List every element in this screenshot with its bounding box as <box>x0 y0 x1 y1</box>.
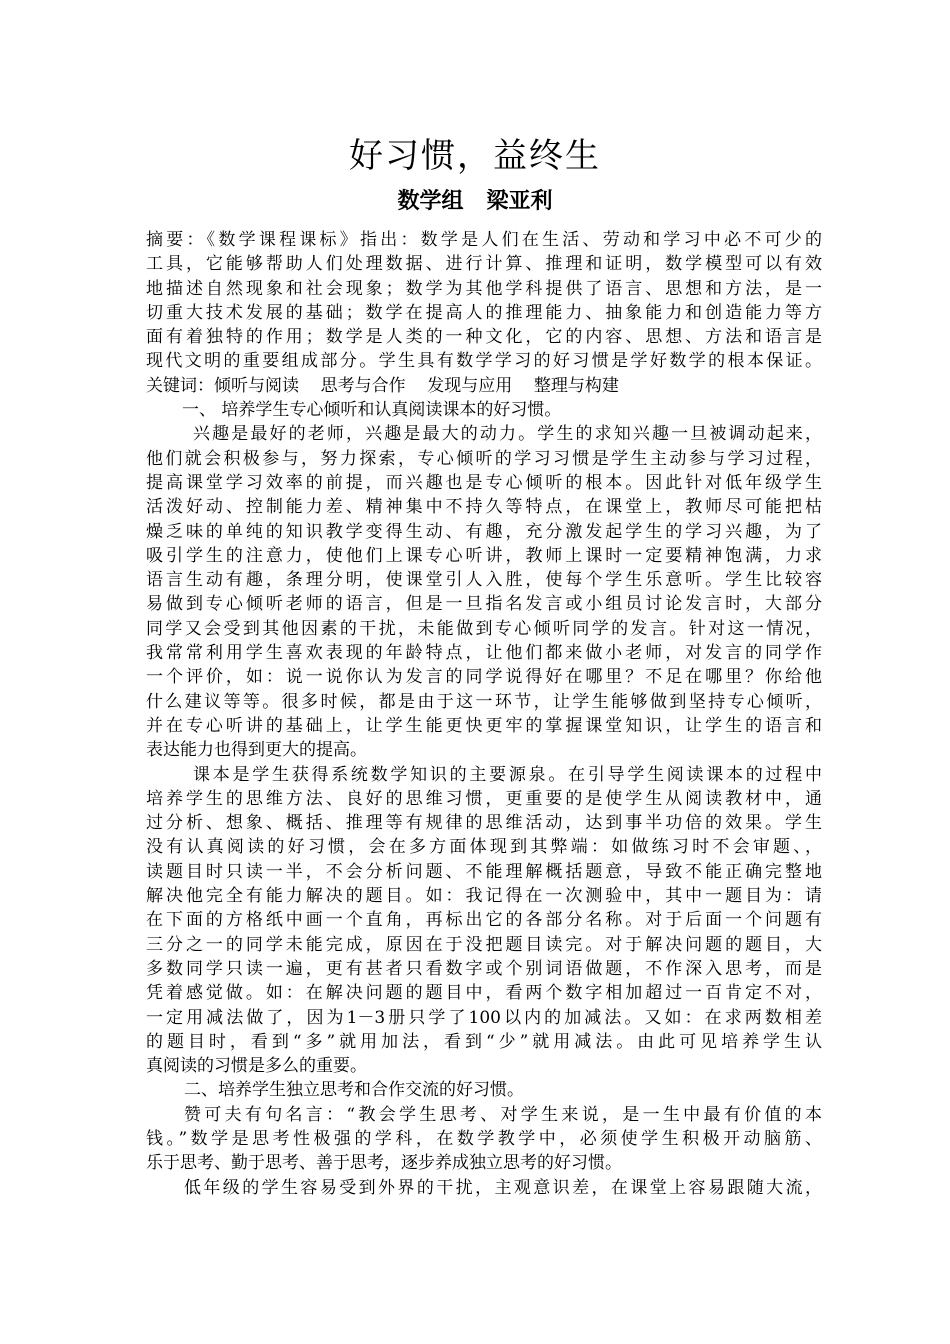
text-line: 表达能力也得到更大的提高。 <box>146 740 367 761</box>
text-line: 多数同学只读一遍，更有甚者只看数字或个别词语做题，不作深入思考，而是 <box>146 958 822 979</box>
text-line: 什么建议等等。很多时候，都是由于这一环节，让学生能够做到坚持专心倾听， <box>146 691 822 712</box>
text-line: 真阅读的习惯是多么的重要。 <box>146 1056 367 1077</box>
text-line: 解决他完全有能力解决的题目。如：我记得在一次测验中，其中一题目为：请 <box>146 886 822 907</box>
text-line: 一个评价，如：说一说你认为发言的同学说得好在哪里？不足在哪里？你给他 <box>146 667 822 688</box>
text-line: 燥乏味的单纯的知识教学变得生动、有趣，充分激发起学生的学习兴趣，为了 <box>146 521 822 542</box>
text-line: 低年级的学生容易受到外界的干扰，主观意识差，在课堂上容易跟随大流， <box>184 1177 822 1198</box>
text-line: 读题目时只读一半，不会分析问题、不能理解概括题意，导致不能正确完整地 <box>146 861 822 882</box>
text-line: 他们就会积极参与，努力探索，专心倾听的学习习惯是学生主动参与学习过程， <box>146 448 822 469</box>
text-line: 现代文明的重要组成部分。学生具有数学学习的好习惯是学好数学的根本保证。 <box>146 351 822 372</box>
text-line: 关键词：倾听与阅读 思考与合作 发现与应用 整理与构建 <box>146 375 619 396</box>
text-line: 面有着独特的作用；数学是人类的一种文化，它的内容、思想、方法和语言是 <box>146 327 822 348</box>
text-line: 兴趣是最好的老师，兴趣是最大的动力。学生的求知兴趣一旦被调动起来， <box>193 424 822 445</box>
text-line: 并在专心听讲的基础上，让学生能更快更牢的掌握课堂知识，让学生的语言和 <box>146 715 822 736</box>
text-line: 语言生动有趣，条理分明，使课堂引人入胜，使每个学生乐意听。学生比较容 <box>146 570 822 591</box>
text-line: 课本是学生获得系统数学知识的主要源泉。在引导学生阅读课本的过程中 <box>193 764 822 785</box>
text-line: 二、培养学生独立思考和合作交流的好习惯。 <box>184 1080 524 1101</box>
text-line: 我常常利用学生喜欢表现的年龄特点，让他们都来做小老师，对发言的同学作 <box>146 643 822 664</box>
text-line: 培养学生的思维方法、良好的思维习惯，更重要的是使学生从阅读教材中，通 <box>146 788 822 809</box>
text-line: 活泼好动、控制能力差、精神集中不持久等特点，在课堂上，教师尽可能把枯 <box>146 497 822 518</box>
text-line: 的题目时，看到“多”就用加法，看到“少”就用减法。由此可见培养学生认 <box>146 1031 822 1052</box>
article-body <box>146 228 822 1200</box>
text-line: 工具，它能够帮助人们处理数据、进行计算、推理和证明，数学模型可以有效 <box>146 254 822 275</box>
text-line: 过分析、想象、概括、推理等有规律的思维活动，达到事半功倍的效果。学生 <box>146 813 822 834</box>
text-line: 一、 培养学生专心倾听和认真阅读课本的好习惯。 <box>182 400 562 421</box>
text-line: 三分之一的同学未能完成，原因在于没把题目读完。对于解决问题的题目，大 <box>146 934 822 955</box>
page-title: 好习惯，益终生 <box>349 136 601 176</box>
author-line: 数学组 梁亚利 <box>397 189 553 214</box>
text-line: 切重大技术发展的基础；数学在提高人的推理能力、抽象能力和创造能力等方 <box>146 302 822 323</box>
text-line: 凭着感觉做。如：在解决问题的题目中，看两个数字相加超过一百肯定不对， <box>146 983 822 1004</box>
text-line: 提高课堂学习效率的前提，而兴趣也是专心倾听的根本。因此针对低年级学生 <box>146 472 822 493</box>
text-line: 摘要：《数学课程课标》指出：数学是人们在生活、劳动和学习中必不可少的 <box>146 230 822 250</box>
text-line: 吸引学生的注意力，使他们上课专心听讲，教师上课时一定要精神饱满，力求 <box>146 545 822 566</box>
text-line: 乐于思考、勤于思考、善于思考，逐步养成独立思考的好习惯。 <box>146 1153 622 1174</box>
text-line: 同学又会受到其他因素的干扰，未能做到专心倾听同学的发言。针对这一情况， <box>146 618 822 639</box>
text-line: 没有认真阅读的好习惯，会在多方面体现到其弊端：如做练习时不会审题、， <box>146 837 822 858</box>
text-line: 钱。”数学是思考性极强的学科，在数学教学中，必须使学生积极开动脑筋、 <box>146 1128 822 1149</box>
text-line: 易做到专心倾听老师的语言，但是一旦指名发言或小组员讨论发言时，大部分 <box>146 594 822 615</box>
text-line: 赞可夫有句名言：“教会学生思考、对学生来说，是一生中最有价值的本 <box>184 1104 822 1125</box>
text-line: 地描述自然现象和社会现象；数学为其他学科提供了语言、思想和方法，是一 <box>146 278 822 299</box>
text-line: 一定用减法做了，因为1－3册只学了100以内的加减法。又如：在求两数相差 <box>146 1007 822 1028</box>
text-line: 在下面的方格纸中画一个直角，再标出它的各部分名称。对于后面一个问题有 <box>146 910 822 931</box>
